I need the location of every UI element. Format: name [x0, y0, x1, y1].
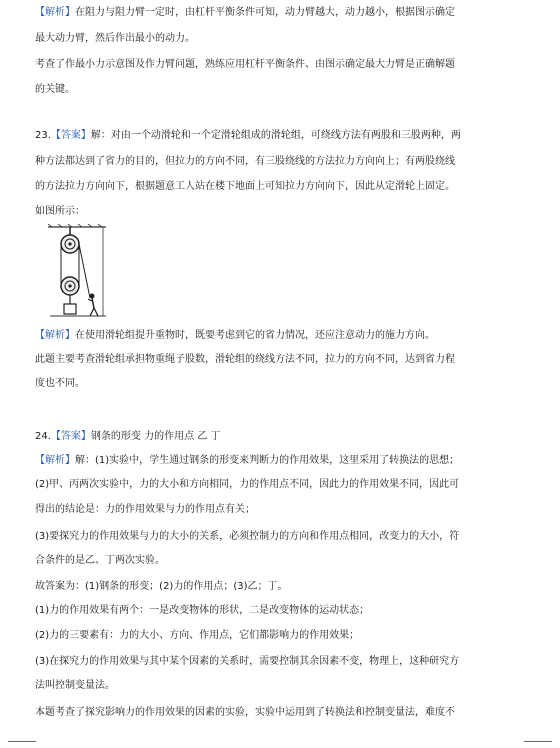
- p23-line3: 的方法拉力方向向下，根据题意工人站在楼下地面上可知拉力方向向下，因此从定滑轮上固定。: [35, 181, 455, 192]
- analysis-tag: 【解析】: [35, 455, 75, 466]
- p24-line3: 得出的结论是：力的作用效果与力的作用点有关；: [35, 504, 255, 515]
- p24-line10: 法叫控制变量法。: [35, 680, 115, 691]
- answer-tag: 【答案】: [50, 431, 91, 442]
- p24-answer-line: 24.【答案】钢条的形变 力的作用点 乙 丁: [35, 431, 221, 442]
- p22-line2: 最大动力臂，然后作出最小的动力。: [35, 33, 195, 44]
- p24-line5: 合条件的是乙、丁两次实验。: [35, 555, 165, 566]
- page-corner-mark: [524, 741, 552, 742]
- p24-line6: 故答案为：(1)钢条的形变；(2)力的作用点；(3)乙；丁。: [35, 581, 288, 592]
- p22-line1: 【解析】在阻力与阻力臂一定时，由杠杆平衡条件可知，动力臂越大，动力越小，根据图示确定: [35, 7, 455, 18]
- p23-line5: 【解析】在使用滑轮组提升重物时，既要考虑到它的省力情况，还应注意动力的施力方向。: [35, 330, 435, 341]
- p24-line8: (2)力的三要素有：力的大小、方向、作用点，它们都影响力的作用效果；: [35, 630, 360, 641]
- answer-tag: 【答案】: [50, 130, 91, 141]
- p24-line1: 【解析】解：(1)实验中，学生通过钢条的形变来判断力的作用效果，这里采用了转换法的思想；: [35, 455, 460, 466]
- p22-line4: 的关键。: [35, 84, 75, 95]
- p23-line1: 23.【答案】解：对由一个动滑轮和一个定滑轮组成的滑轮组，可绕线方法有两股和三股两种，两: [35, 130, 461, 141]
- p24-line9: (3)在探究力的作用效果与其中某个因素的关系时，需要控制其余因素不变，物理上，这种研究方: [35, 656, 460, 667]
- p24-line2: (2)甲、丙两次实验中，力的大小和方向相同，力的作用点不同，因此力的作用效果不同，因此可: [35, 479, 460, 490]
- p23-line2: 种方法都达到了省力的目的，但拉力的方向不同，有三股绕线的方法拉力方向向上；有两股绕线: [35, 156, 455, 167]
- analysis-tag: 【解析】: [35, 330, 75, 341]
- p24-line4: (3)要探究力的作用效果与力的大小的关系，必须控制力的方向和作用点相同，改变力的大小，符: [35, 531, 460, 542]
- analysis-tag: 【解析】: [35, 7, 75, 18]
- question-number: 24.: [35, 431, 51, 442]
- p23-line6: 此题主要考查滑轮组承担物重绳子股数，滑轮组的绕线方法不同，拉力的方向不同，达到省力程: [35, 354, 455, 365]
- p23-line4: 如图所示：: [35, 206, 85, 217]
- question-number: 23.: [35, 130, 51, 141]
- page-corner-mark: [8, 741, 36, 742]
- p24-line7: (1)力的作用效果有两个：一是改变物体的形状，二是改变物体的运动状态；: [35, 605, 370, 616]
- p24-line11: 本题考查了探究影响力的作用效果的因素的实验，实验中运用到了转换法和控制变量法，难度不: [35, 707, 455, 718]
- p22-line3: 考查了作最小力示意图及作力臂问题，熟练应用杠杆平衡条件、由图示确定最大力臂是正确解题: [35, 59, 455, 70]
- pulley-system-icon: [46, 224, 108, 322]
- p23-line7: 度也不同。: [35, 378, 85, 389]
